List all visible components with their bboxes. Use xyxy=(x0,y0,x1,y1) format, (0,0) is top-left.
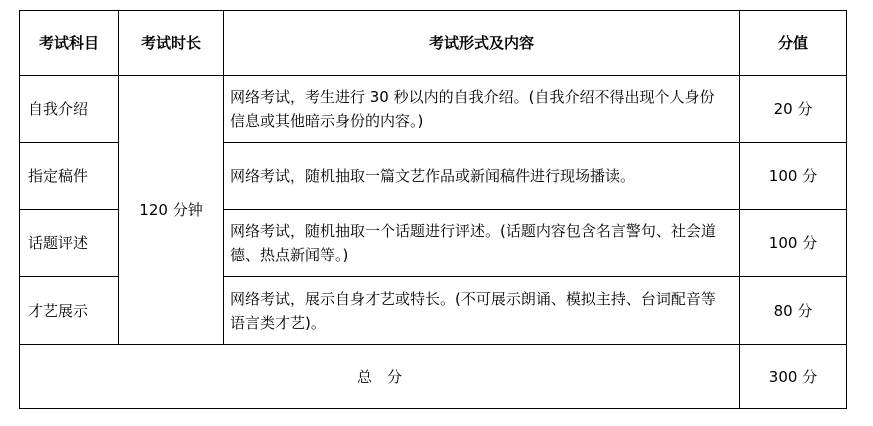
header-duration: 考试时长 xyxy=(119,11,224,76)
table-row xyxy=(20,76,847,143)
exam-table xyxy=(19,10,847,409)
content-cell: 网络考试，随机抽取一个话题进行评述。(话题内容包含名言警句、社会道德、热点新闻等。) xyxy=(224,210,740,277)
exam-table-container xyxy=(19,10,847,409)
duration-cell: 120 分钟 xyxy=(119,76,224,345)
header-subject: 考试科目 xyxy=(20,11,119,76)
total-label: 总 分 xyxy=(20,345,740,409)
content-cell: 网络考试，展示自身才艺或特长。(不可展示朗诵、模拟主持、台词配音等语言类才艺)。 xyxy=(224,277,740,345)
total-row xyxy=(20,345,847,409)
score-cell: 80 分 xyxy=(740,277,847,345)
score-cell: 20 分 xyxy=(740,76,847,143)
total-score: 300 分 xyxy=(740,345,847,409)
subject-cell: 自我介绍 xyxy=(20,76,119,143)
score-cell: 100 分 xyxy=(740,143,847,210)
table-header-row xyxy=(20,11,847,76)
subject-cell: 话题评述 xyxy=(20,210,119,277)
header-content: 考试形式及内容 xyxy=(224,11,740,76)
subject-cell: 才艺展示 xyxy=(20,277,119,345)
content-cell: 网络考试，考生进行 30 秒以内的自我介绍。(自我介绍不得出现个人身份信息或其他暗示身份的内容。) xyxy=(224,76,740,143)
score-cell: 100 分 xyxy=(740,210,847,277)
content-cell: 网络考试，随机抽取一篇文艺作品或新闻稿件进行现场播读。 xyxy=(224,143,740,210)
header-score: 分值 xyxy=(740,11,847,76)
subject-cell: 指定稿件 xyxy=(20,143,119,210)
